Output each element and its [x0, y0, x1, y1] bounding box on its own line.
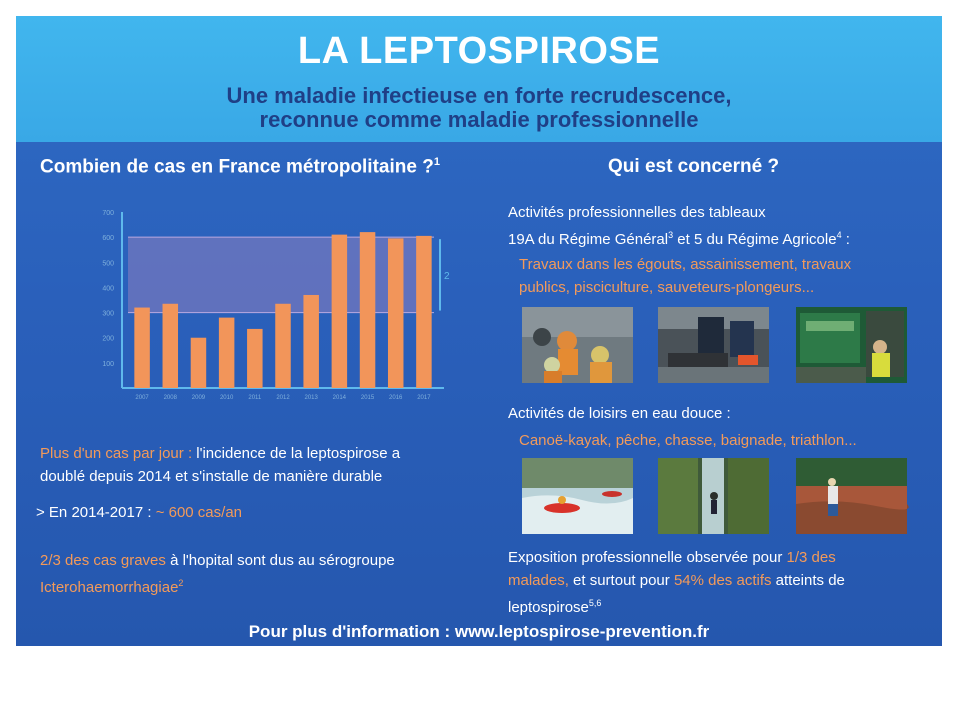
x-tick-label: 2009 [191, 395, 206, 401]
exposure-line-3 [508, 592, 601, 619]
x-tick-label: 2008 [163, 395, 177, 401]
incidence-line-1 [40, 442, 400, 465]
x-tick-label: 2014 [332, 395, 347, 401]
river-fisher-photo [796, 458, 907, 534]
cases-heading [40, 156, 440, 178]
exposure-text-d: et surtout pour [568, 572, 674, 589]
cases-heading-text: Combien de cas en France métropolitaine ? [40, 156, 434, 178]
period-line [36, 501, 242, 524]
concerned-heading: Qui est concerné ? [608, 156, 780, 177]
pro-ref-3: 3 [668, 230, 674, 240]
incidence-text-a: l'incidence de la leptospirose a [192, 445, 401, 462]
chart-band-label: 2 [444, 270, 450, 282]
cases-heading-ref: 1 [433, 156, 440, 168]
x-tick-label: 2015 [360, 395, 375, 401]
severe-line-1 [40, 549, 395, 572]
exposure-line-2 [508, 569, 845, 592]
chart-bar [247, 329, 263, 388]
pro-regime-general: 19A du Régime Général [508, 231, 669, 248]
chart-bar [163, 304, 179, 388]
exposure-malades: malades, [508, 572, 569, 589]
x-tick-label: 2016 [389, 395, 403, 401]
chart-bar [303, 295, 319, 388]
exposure-line-1 [508, 546, 836, 569]
severe-highlight: 2/3 des cas graves [40, 552, 166, 569]
severe-text: à l'hopital sont dus au sérogroupe [165, 552, 395, 569]
subtitle-line-1: Une maladie infectieuse en forte recrudescence, [226, 83, 732, 108]
x-tick-label: 2011 [248, 395, 262, 401]
chart-bar [360, 232, 376, 388]
chart-bar [191, 338, 207, 388]
y-tick-label: 500 [102, 260, 114, 268]
sewer-workers-photo [522, 307, 633, 383]
poster [16, 16, 942, 646]
chart-bar [134, 308, 150, 388]
exposure-disease: leptospirose [508, 599, 589, 616]
leisure-list: Canoë-kayak, pêche, chasse, baignade, triathlon... [519, 432, 857, 449]
pro-jobs-line-2: publics, pisciculture, sauveteurs-plongeurs... [519, 279, 815, 296]
y-tick-label: 200 [102, 335, 114, 343]
period-value: ~ 600 cas/an [155, 504, 243, 521]
chart-bar [275, 304, 291, 388]
pro-regime-agricole: et 5 du Régime Agricole [673, 231, 837, 248]
exposure-third: 1/3 des [786, 549, 836, 566]
exposure-ref: 5,6 [588, 598, 602, 608]
y-tick-label: 600 [102, 235, 114, 243]
chart-bar [332, 235, 348, 388]
x-tick-label: 2007 [135, 395, 149, 401]
y-tick-label: 400 [102, 285, 114, 293]
waste-truck-photo [796, 307, 907, 383]
x-tick-label: 2012 [276, 395, 290, 401]
pro-line-1: Activités professionnelles des tableaux [508, 204, 766, 221]
pro-ref-4: 4 [836, 230, 842, 240]
pro-jobs-line-1: Travaux dans les égouts, assainissement, travaux [519, 256, 852, 273]
period-label: > En 2014-2017 : [36, 504, 156, 521]
x-tick-label: 2017 [417, 395, 431, 401]
exposure-text-a: Exposition professionnelle observée pour [508, 549, 787, 566]
chart-band [128, 237, 430, 312]
page-subtitle [16, 84, 942, 132]
exposure-text-f: atteints de [771, 572, 845, 589]
canyon-photo [658, 458, 769, 534]
serogroup-ref: 2 [178, 578, 184, 588]
leisure-heading: Activités de loisirs en eau douce : [508, 405, 731, 422]
chart-bar [416, 236, 432, 388]
y-tick-label: 100 [102, 360, 114, 368]
x-tick-label: 2010 [219, 395, 234, 401]
chart-bar [219, 318, 235, 388]
subtitle-line-2: reconnue comme maladie professionnelle [259, 107, 699, 132]
footer-info-link[interactable]: Pour plus d'information : www.leptospirose-prevention.fr [248, 622, 710, 641]
exposure-percent: 54% des actifs [673, 572, 772, 589]
page-title: LA LEPTOSPIROSE [297, 30, 661, 72]
cases-bar-chart [88, 202, 448, 420]
chart-bar [388, 238, 404, 388]
kayak-photo [522, 458, 633, 534]
pro-line-2 [508, 224, 850, 251]
incidence-highlight: Plus d'un cas par jour : [40, 445, 193, 462]
incidence-line-2: doublé depuis 2014 et s'installe de manière durable [40, 468, 383, 485]
x-tick-label: 2013 [304, 395, 318, 401]
y-tick-label: 700 [102, 210, 114, 217]
serogroup-line [40, 572, 183, 599]
pro-colon: : [841, 231, 850, 248]
serogroup-name: Icterohaemorrhagiae [40, 579, 179, 596]
y-tick-label: 300 [102, 310, 114, 318]
rescue-workers-photo [658, 307, 769, 383]
